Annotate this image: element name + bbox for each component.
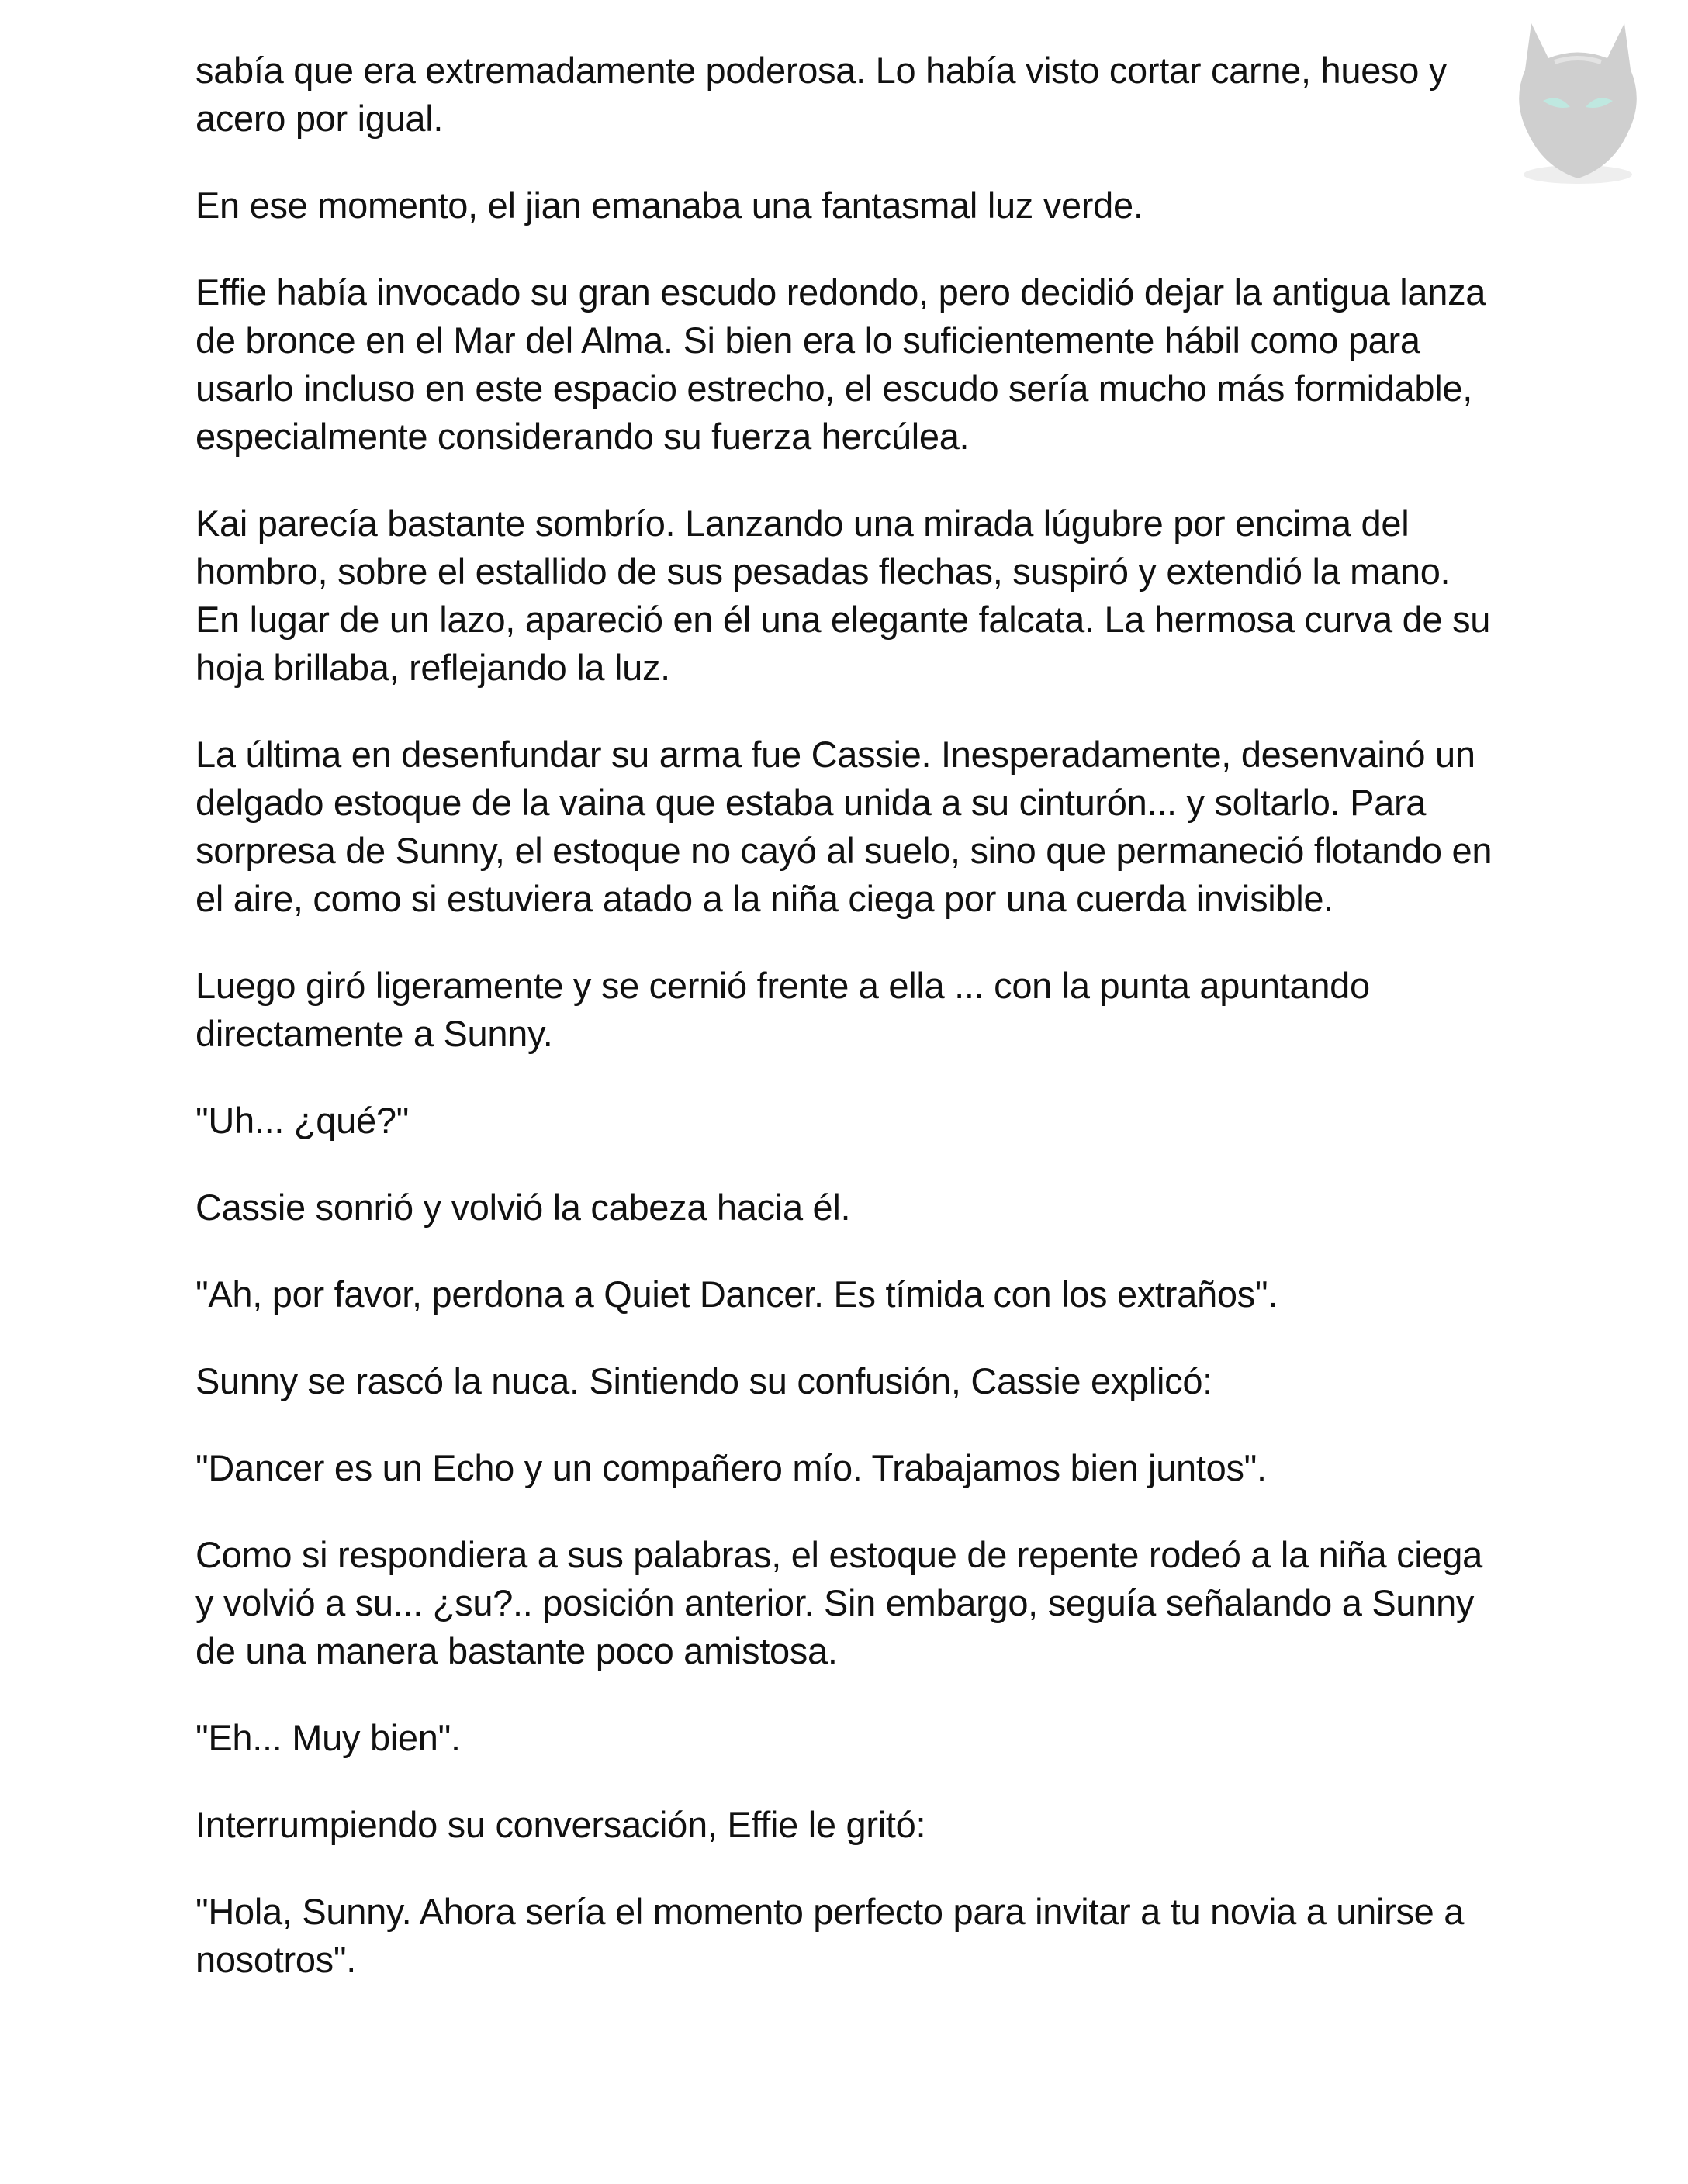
paragraph: sabía que era extremadamente poderosa. Lo había visto cortar carne, hueso y acero por igual. [195,50,1448,139]
horned-demon-head-icon [1500,16,1655,194]
paragraph: Interrumpiendo su conversación, Effie le gritó: [195,1804,926,1845]
paragraph: "Uh... ¿qué?" [195,1100,410,1141]
paragraph: "Eh... Muy bien". [195,1717,461,1758]
paragraph: "Dancer es un Echo y un compañero mío. Trabajamos bien juntos". [195,1447,1267,1488]
paragraph: Effie había invocado su gran escudo redondo, pero decidió dejar la antigua lanza de bronce en el Mar del Alma. Si bien era lo suficientemente hábil como para usarlo incluso en este espacio estrecho, el escudo sería mucho más formidable, especialmente considerando su fuerza hercúlea. [195,271,1486,457]
paragraph: Sunny se rascó la nuca. Sintiendo su confusión, Cassie explicó: [195,1360,1212,1401]
paragraph: En ese momento, el jian emanaba una fantasmal luz verde. [195,185,1143,226]
paragraph: Luego giró ligeramente y se cernió frente a ella ... con la punta apuntando directamente a Sunny. [195,965,1370,1054]
paragraph: Como si respondiera a sus palabras, el estoque de repente rodeó a la niña ciega y volvió a su... ¿su?.. posición anterior. Sin embargo, seguía señalando a Sunny de una manera bastante poco amistosa. [195,1534,1482,1671]
paragraph: Kai parecía bastante sombrío. Lanzando una mirada lúgubre por encima del hombro, sobre el estallido de sus pesadas flechas, suspiró y extendió la mano. En lugar de un lazo, apareció en él una elegante falcata. La hermosa curva de su hoja brillaba, reflejando la luz. [195,503,1491,688]
document-body [195,47,1499,2023]
paragraph: Cassie sonrió y volvió la cabeza hacia él. [195,1187,851,1228]
paragraph: "Hola, Sunny. Ahora sería el momento perfecto para invitar a tu novia a unirse a nosotros". [195,1891,1465,1980]
paragraph: "Ah, por favor, perdona a Quiet Dancer. Es tímida con los extraños". [195,1273,1278,1315]
paragraph: La última en desenfundar su arma fue Cassie. Inesperadamente, desenvainó un delgado estoque de la vaina que estaba unida a su cinturón... y soltarlo. Para sorpresa de Sunny, el estoque no cayó al suelo, sino que permaneció flotando en el aire, como si estuviera atado a la niña ciega por una cuerda invisible. [195,734,1493,919]
